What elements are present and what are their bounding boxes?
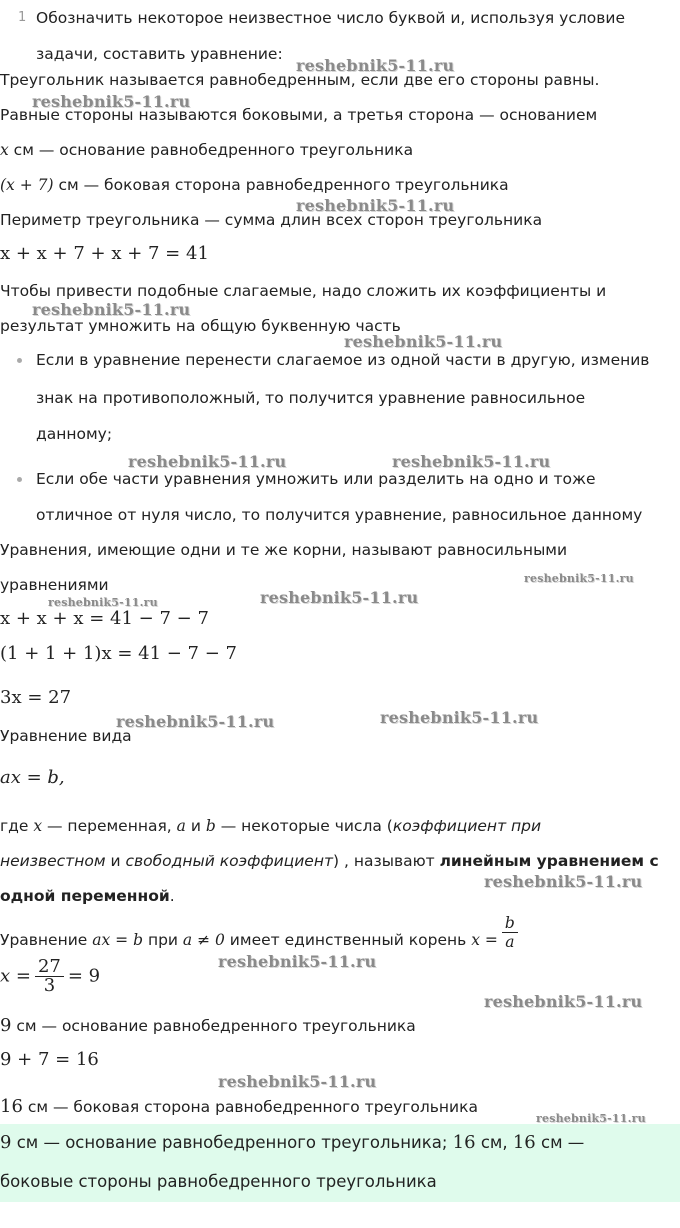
- step-number: 1: [18, 10, 27, 25]
- watermark: reshebnik5-11.ru: [380, 708, 539, 727]
- watermark: reshebnik5-11.ru: [344, 332, 503, 351]
- answer-line1: 9 см — основание равнобедренного треугольника; 16 см, 16 см —: [0, 1132, 585, 1153]
- linear-definition-line3: одной переменной.: [0, 887, 175, 905]
- equation-root: x = $\frac{27}{3}$ = 9: [0, 956, 101, 996]
- bullet-dot: [17, 358, 22, 363]
- linear-form: ax = b,: [0, 767, 65, 788]
- equation-like-terms: x + x + x = 41 − 7 − 7: [0, 608, 209, 629]
- equation-perimeter: x + x + 7 + x + 7 = 41: [0, 243, 209, 264]
- like-terms-rule-line2: результат умножить на общую буквенную часть: [0, 317, 401, 335]
- watermark: reshebnik5-11.ru: [296, 196, 455, 215]
- equivalent-equations-line2: уравнениями: [0, 576, 109, 594]
- linear-definition-line2: неизвестном и свободный коэффициент) , называют линейным уравнением с: [0, 852, 659, 870]
- bullet1-line3: данному;: [36, 425, 113, 443]
- watermark: reshebnik5-11.ru: [524, 572, 634, 585]
- perimeter-definition: Периметр треугольника — сумма длин всех сторон треугольника: [0, 211, 543, 229]
- watermark: reshebnik5-11.ru: [32, 300, 191, 319]
- bullet-dot: [17, 477, 22, 482]
- bullet1-line1: Если в уравнение перенести слагаемое из одной части в другую, изменив: [36, 351, 650, 369]
- equivalent-equations-line1: Уравнения, имеющие одни и те же корни, называют равносильными: [0, 541, 568, 559]
- linear-intro: Уравнение вида: [0, 727, 132, 745]
- watermark: reshebnik5-11.ru: [218, 952, 377, 971]
- watermark: reshebnik5-11.ru: [260, 588, 419, 607]
- equation-simplified: 3x = 27: [0, 687, 72, 708]
- step-instruction-line2: задачи, составить уравнение:: [36, 45, 283, 63]
- watermark: reshebnik5-11.ru: [484, 992, 643, 1011]
- watermark: reshebnik5-11.ru: [536, 1112, 646, 1125]
- watermark: reshebnik5-11.ru: [218, 1072, 377, 1091]
- like-terms-rule-line1: Чтобы привести подобные слагаемые, надо сложить их коэффициенты и: [0, 282, 607, 300]
- sides-definition: Равные стороны называются боковыми, а третья сторона — основанием: [0, 106, 598, 124]
- base-statement: x см — основание равнобедренного треугольника: [0, 141, 414, 159]
- step-instruction-line1: Обозначить некоторое неизвестное число буквой и, используя условие: [36, 9, 625, 27]
- watermark: reshebnik5-11.ru: [32, 92, 191, 111]
- unique-root-rule: Уравнение ax = b при a ≠ 0 имеет единственный корень x = $\frac{b}{a}$: [0, 914, 522, 954]
- bullet1-line2: знак на противоположный, то получится уравнение равносильное: [36, 389, 586, 407]
- equation-factored: (1 + 1 + 1)x = 41 − 7 − 7: [0, 643, 237, 664]
- isosceles-definition: Треугольник называется равнобедренным, если две его стороны равны.: [0, 71, 600, 89]
- answer-box: [0, 1124, 680, 1202]
- bullet2-line1: Если обе части уравнения умножить или разделить на одно и тоже: [36, 470, 596, 488]
- side-calculation: 9 + 7 = 16: [0, 1049, 99, 1070]
- side-result: 16 см — боковая сторона равнобедренного треугольника: [0, 1096, 478, 1117]
- watermark: reshebnik5-11.ru: [48, 596, 158, 609]
- watermark: reshebnik5-11.ru: [484, 872, 643, 891]
- side-statement: (x + 7) см — боковая сторона равнобедренного треугольника: [0, 176, 509, 194]
- watermark: reshebnik5-11.ru: [128, 452, 287, 471]
- watermark: reshebnik5-11.ru: [296, 56, 455, 75]
- linear-definition-line1: где x — переменная, a и b — некоторые числа (коэффициент при: [0, 817, 542, 835]
- watermark: reshebnik5-11.ru: [116, 712, 275, 731]
- bullet2-line2: отличное от нуля число, то получится уравнение, равносильное данному: [36, 506, 643, 524]
- answer-line2: боковые стороны равнобедренного треугольника: [0, 1172, 437, 1191]
- base-result: 9 см — основание равнобедренного треугольника: [0, 1015, 416, 1036]
- watermark: reshebnik5-11.ru: [392, 452, 551, 471]
